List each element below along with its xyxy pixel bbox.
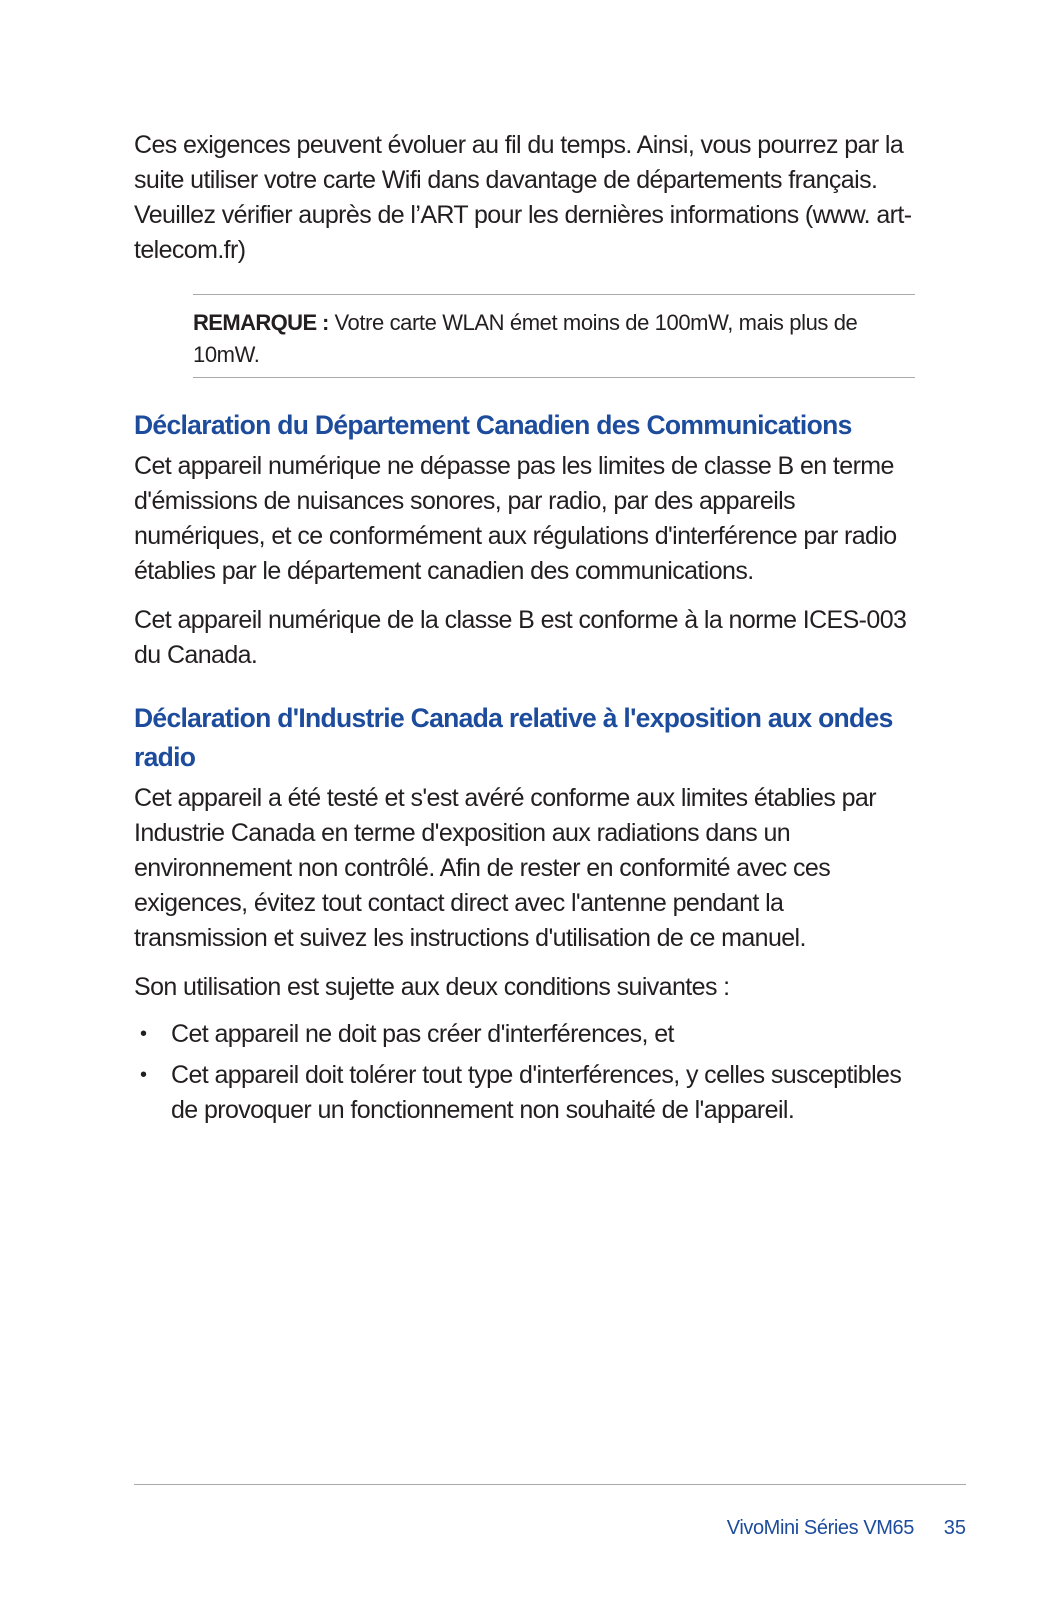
list-item [134,1017,920,1052]
footer-divider [134,1484,966,1485]
section-heading-canadian-communications: Déclaration du Département Canadien des Communications [134,410,852,440]
conditions-list [134,1017,920,1128]
note-label: REMARQUE : [193,310,329,335]
list-item [134,1058,920,1128]
note-box [193,294,915,378]
bullet-icon: • [140,1064,147,1086]
note-body: Votre carte WLAN émet moins de 100mW, mais plus de 10mW. [193,310,858,367]
intro-paragraph: Ces exigences peuvent évoluer au fil du temps. Ainsi, vous pourrez par la suite utiliser votre carte Wifi dans davantage de départements français. Veuillez vérifier auprès de l’ART pour les dernières informations (www. art-telecom.fr) [134,131,912,264]
footer-product-name: VivoMini Séries VM65 [726,1517,914,1539]
section2-paragraph-2: Son utilisation est sujette aux deux conditions suivantes : [134,973,730,1001]
list-item-text: Cet appareil ne doit pas créer d'interférences, et [171,1020,674,1048]
section2-paragraph-1: Cet appareil a été testé et s'est avéré conforme aux limites établies par Industrie Canada en terme d'exposition aux radiations dans un environnement non contrôlé. Afin de rester en conformité avec ces exigences, évitez tout contact direct avec l'antenne pendant la transmission et suivez les instructions d'utilisation de ce manuel. [134,784,876,952]
page-content [134,128,920,1134]
section1-paragraph-1: Cet appareil numérique ne dépasse pas les limites de classe B en terme d'émissions de nuisances sonores, par radio, par des appareils numériques, et ce conformément aux régulations d'interférence par radio établies par le département canadien des communications. [134,452,897,585]
section1-paragraph-2: Cet appareil numérique de la classe B est conforme à la norme ICES-003 du Canada. [134,606,907,669]
bullet-icon: • [140,1023,147,1045]
section-heading-radio-exposure: Déclaration d'Industrie Canada relative à l'exposition aux ondes radio [134,703,893,772]
list-item-text: Cet appareil doit tolérer tout type d'interférences, y celles susceptibles de provoquer un fonctionnement non souhaité de l'appareil. [171,1061,902,1124]
page-number: 35 [943,1517,966,1539]
note-text [193,307,915,371]
